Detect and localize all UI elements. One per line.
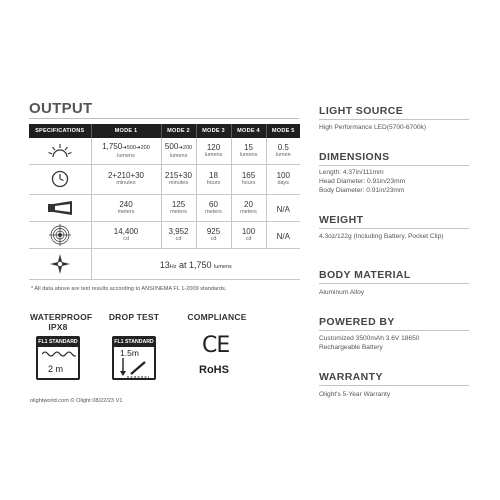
ce-mark-icon: CE: [202, 333, 230, 358]
table-row-intensity: [29, 221, 300, 248]
intensity-target-icon: [29, 224, 91, 246]
output-rule: [29, 118, 299, 119]
cell-brightness-mode1: 1,750➔500➔200 lumens: [91, 138, 161, 164]
strobe-icon: [29, 253, 91, 275]
cell-runtime-mode4: 165 hours: [231, 164, 266, 194]
powered-by-title: POWERED BY: [319, 316, 395, 328]
dimension-body: Body Diameter: 0.91in/23mm: [319, 187, 405, 194]
waterproof-badge: FL1 STANDARD 2 m: [36, 336, 80, 380]
header-specifications: SPECIFICATIONS: [29, 124, 91, 138]
header-mode-3: MODE 3: [196, 124, 231, 138]
cell-strobe: 13Hz at 1,750 lumens: [91, 248, 300, 279]
cell-distance-mode4: 20 meters: [231, 194, 266, 221]
header-mode-5: MODE 5: [266, 124, 300, 138]
waterproof-label: WATERPROOF IPX8: [30, 312, 93, 332]
table-row-runtime: [29, 164, 300, 194]
cell-runtime-mode2: 215+30 minutes: [161, 164, 196, 194]
drop-test-label: DROP TEST: [108, 312, 160, 322]
test-standard-note: * All data above are test results according to ANSI/NEMA FL 1-2009 standards.: [31, 286, 227, 292]
cell-brightness-mode4: 15 lumens: [231, 138, 266, 164]
rohs-mark: RoHS: [199, 364, 229, 376]
water-wave-icon: [42, 350, 76, 358]
output-table: [29, 124, 300, 280]
table-row-strobe: [29, 248, 300, 279]
dimension-head: Head Diameter: 0.91in/23mm: [319, 178, 406, 185]
table-header-row: [29, 124, 300, 138]
drop-arrow-icon: [119, 358, 151, 378]
beam-distance-icon: [29, 201, 91, 215]
drop-height: 1.5m: [120, 348, 139, 358]
cell-distance-mode5: N/A: [266, 194, 300, 221]
powered-by-text: [319, 334, 419, 352]
header-mode-1: MODE 1: [91, 124, 161, 138]
cell-intensity-mode2: 3,952 cd: [161, 221, 196, 248]
cell-intensity-mode1: 14,400 cd: [91, 221, 161, 248]
battery-line-2: Rechargeable Battery: [319, 344, 383, 351]
brightness-icon: [29, 143, 91, 159]
cell-distance-mode1: 240 meters: [91, 194, 161, 221]
header-mode-2: MODE 2: [161, 124, 196, 138]
cell-distance-mode3: 60 meters: [196, 194, 231, 221]
cell-intensity-mode5: N/A: [266, 221, 300, 248]
cell-brightness-mode2: 500➔200 lumens: [161, 138, 196, 164]
drop-test-badge: FL1 STANDARD 1.5m: [112, 336, 156, 380]
dimensions-text: [319, 168, 405, 195]
compliance-label: COMPLIANCE: [187, 312, 247, 322]
cell-runtime-mode1: 2+210+30 minutes: [91, 164, 161, 194]
table-row-distance: [29, 194, 300, 221]
cell-runtime-mode5: 100 days: [266, 164, 300, 194]
cell-intensity-mode3: 925 cd: [196, 221, 231, 248]
cell-brightness-mode5: 0.5 lumen: [266, 138, 300, 164]
cell-distance-mode2: 125 meters: [161, 194, 196, 221]
header-mode-4: MODE 4: [231, 124, 266, 138]
light-source-rule: [319, 119, 469, 120]
dimension-length: Length: 4.37in/111mm: [319, 169, 384, 176]
weight-rule: [319, 228, 469, 229]
waterproof-depth: 2 m: [48, 364, 64, 374]
body-material-title: BODY MATERIAL: [319, 269, 411, 281]
powered-by-rule: [319, 330, 469, 331]
light-source-title: LIGHT SOURCE: [319, 105, 404, 117]
dimensions-title: DIMENSIONS: [319, 151, 390, 163]
warranty-title: WARRANTY: [319, 371, 383, 383]
warranty-text: Olight's 5-Year Warranty: [319, 391, 391, 398]
cell-intensity-mode4: 100 cd: [231, 221, 266, 248]
cell-brightness-mode3: 120 lumens: [196, 138, 231, 164]
cell-runtime-mode3: 18 hours: [196, 164, 231, 194]
runtime-clock-icon: [29, 170, 91, 188]
dimensions-rule: [319, 165, 469, 166]
body-material-rule: [319, 283, 469, 284]
light-source-text: High Performance LED(5700-6700k): [319, 124, 427, 131]
warranty-rule: [319, 385, 469, 386]
weight-text: 4.3oz/122g (Including Battery, Pocket Clip): [319, 233, 444, 240]
weight-title: WEIGHT: [319, 214, 364, 226]
body-material-text: Aluminum Alloy: [319, 289, 365, 296]
output-title: OUTPUT: [29, 100, 93, 117]
table-row-brightness: [29, 138, 300, 164]
battery-line-1: Customized 3500mAh 3.6V 18650: [319, 335, 420, 342]
footer-credit: olightworld.com © Olight 08/22/23 V1: [30, 398, 123, 404]
